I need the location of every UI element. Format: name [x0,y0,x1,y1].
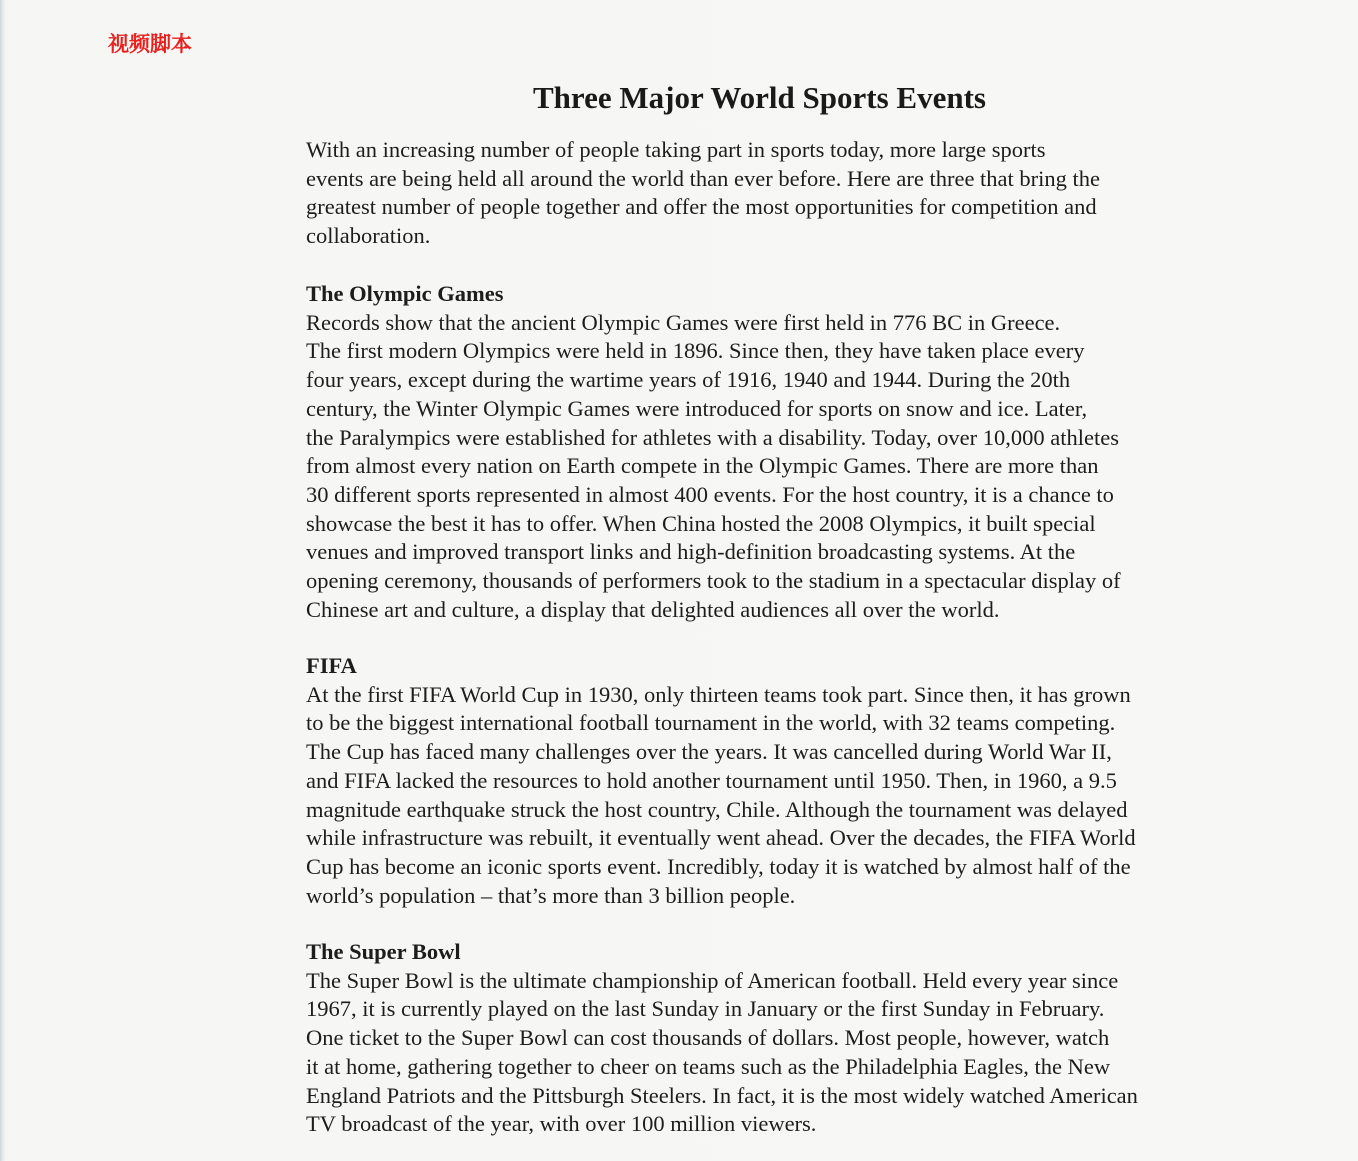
section-line: Cup has become an iconic sports event. Incredibly, today it is watched by almost half of the [306,853,1131,879]
section-line: England Patriots and the Pittsburgh Steelers. In fact, it is the most widely watched American [306,1082,1138,1108]
section-super-bowl [306,938,1266,1139]
section-line: from almost every nation on Earth compete in the Olympic Games. There are more than [306,453,1099,479]
intro-line: collaboration. [306,223,431,249]
section-line: Records show that the ancient Olympic Games were first held in 776 BC in Greece. [306,309,1061,335]
section-heading: The Super Bowl [306,939,461,964]
section-line: The Super Bowl is the ultimate championship of American football. Held every year since [306,967,1119,993]
section-olympic-games [306,280,1266,624]
section-line: At the first FIFA World Cup in 1930, only thirteen teams took part. Since then, it has grown [306,681,1131,707]
section-line: to be the biggest international football tournament in the world, with 32 teams competing. [306,710,1116,736]
section-line: century, the Winter Olympic Games were introduced for sports on snow and ice. Later, [306,395,1088,421]
section-line: it at home, gathering together to cheer on teams such as the Philadelphia Eagles, the New [306,1053,1111,1079]
section-fifa [306,652,1266,910]
intro-paragraph [306,136,1266,251]
section-line: 1967, it is currently played on the last Sunday in January or the first Sunday in February. [306,996,1105,1022]
section-line: magnitude earthquake struck the host country, Chile. Although the tournament was delayed [306,796,1128,822]
section-line: while infrastructure was rebuilt, it eventually went ahead. Over the decades, the FIFA World [306,825,1136,851]
section-line: four years, except during the wartime years of 1916, 1940 and 1944. During the 20th [306,367,1071,393]
intro-line: With an increasing number of people taking part in sports today, more large sports [306,137,1046,162]
section-heading: The Olympic Games [306,281,504,306]
section-heading: FIFA [306,653,357,678]
page-title: Three Major World Sports Events [533,80,986,115]
section-line: The Cup has faced many challenges over the years. It was cancelled during World War II, [306,739,1112,765]
intro-line: greatest number of people together and offer the most opportunities for competition and [306,194,1097,220]
section-line: world’s population – that’s more than 3 billion people. [306,882,796,908]
intro-line: events are being held all around the world than ever before. Here are three that bring the [306,165,1101,191]
section-line: TV broadcast of the year, with over 100 million viewers. [306,1111,817,1137]
section-line: venues and improved transport links and high-definition broadcasting systems. At the [306,539,1076,565]
section-line: showcase the best it has to offer. When China hosted the 2008 Olympics, it built special [306,510,1096,536]
video-script-tag: 视频脚本 [108,32,192,56]
section-line: opening ceremony, thousands of performers took to the stadium in a spectacular display of [306,568,1121,594]
section-line: and FIFA lacked the resources to hold another tournament until 1950. Then, in 1960, a 9.5 [306,767,1117,793]
section-line: Chinese art and culture, a display that delighted audiences all over the world. [306,596,1000,622]
section-line: the Paralympics were established for athletes with a disability. Today, over 10,000 athletes [306,424,1119,450]
section-line: The first modern Olympics were held in 1896. Since then, they have taken place every [306,338,1085,364]
section-line: One ticket to the Super Bowl can cost thousands of dollars. Most people, however, watch [306,1025,1110,1051]
section-line: 30 different sports represented in almost 400 events. For the host country, it is a chance to [306,481,1114,507]
